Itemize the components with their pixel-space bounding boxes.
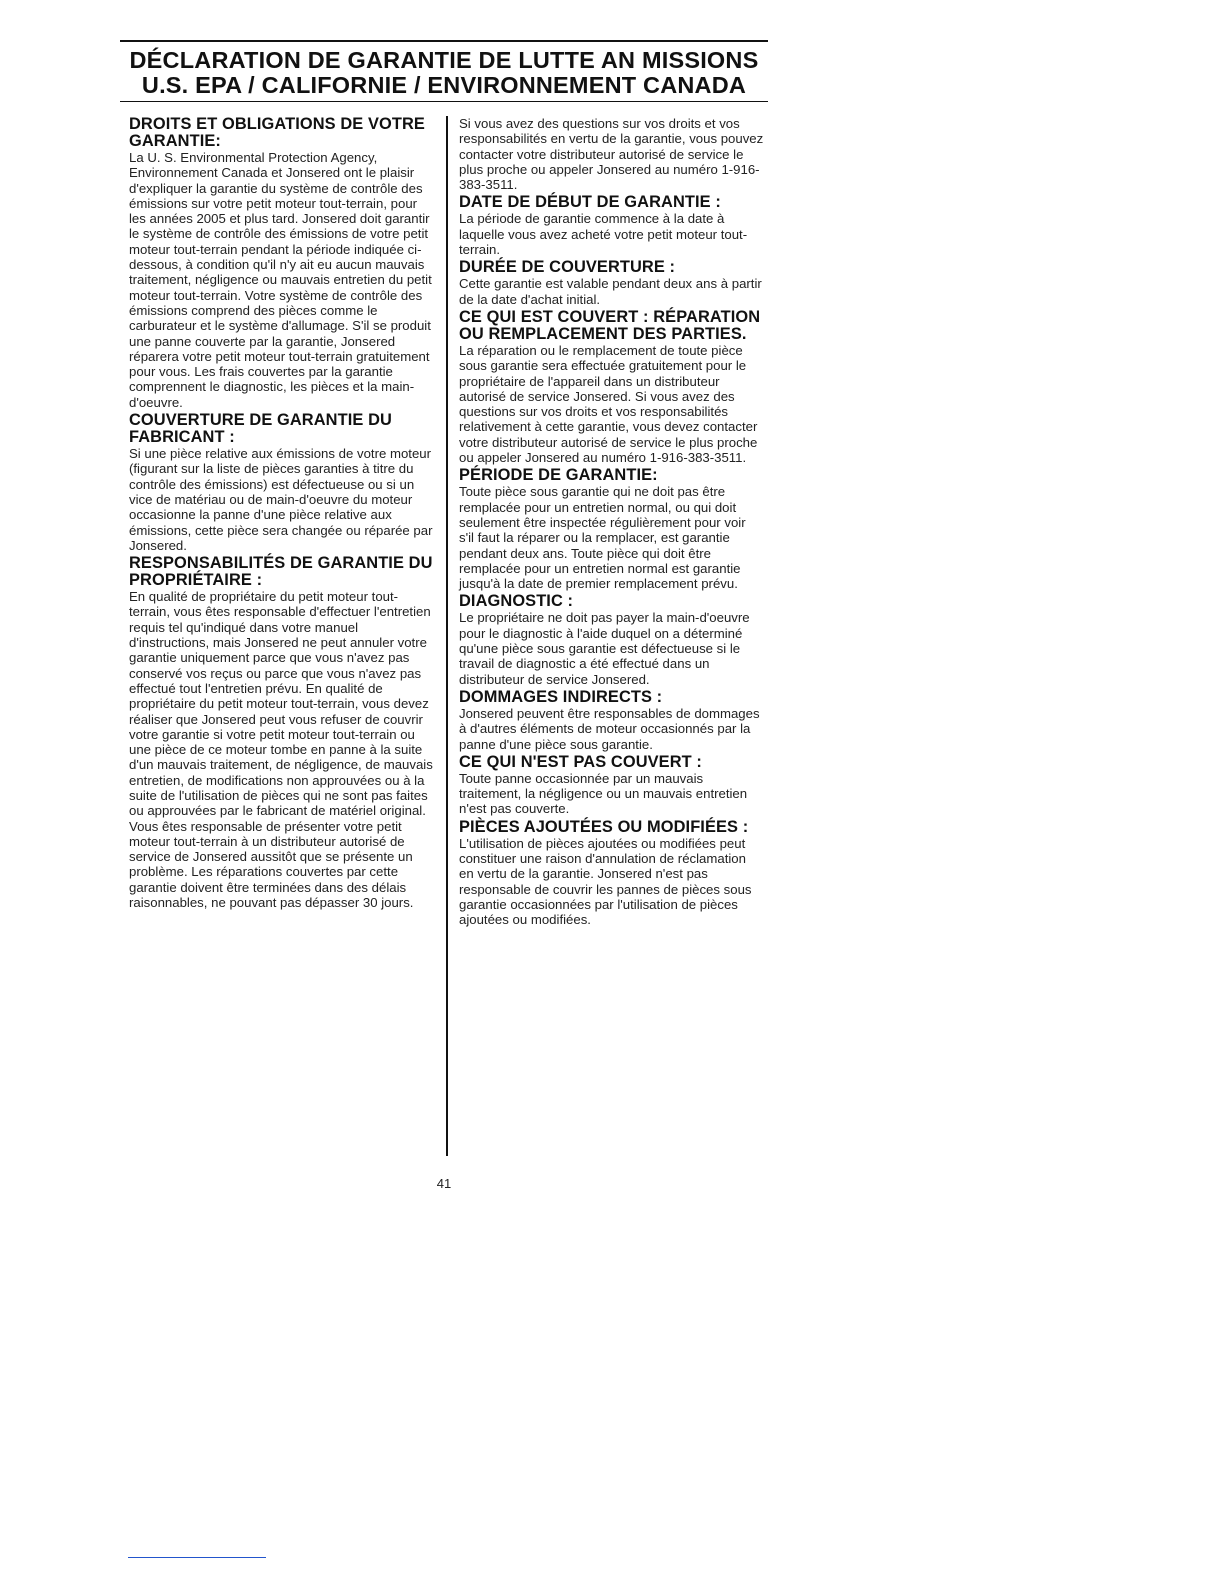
column-divider xyxy=(446,116,448,1156)
section-body: Cette garantie est valable pendant deux ans à partir de la date d'achat initial. xyxy=(459,276,762,307)
section-body: La période de garantie commence à la date à laquelle vous avez acheté votre petit moteur tout-terrain. xyxy=(459,211,748,258)
section-heading: PÉRIODE DE GARANTIE: xyxy=(459,466,658,485)
section-heading: DOMMAGES INDIRECTS : xyxy=(459,687,663,706)
title-line-1: DÉCLARATION DE GARANTIE DE LUTTE AN MISSIONS xyxy=(129,47,759,73)
section-body: Toute panne occasionnée par un mauvais traitement, la négligence ou un mauvais entretien n'est pas couverte. xyxy=(459,770,748,817)
section-body: Toute pièce sous garantie qui ne doit pas être remplacée pour un entretien normal, ou qui doit seulement être inspectée régulièrement pour voir s'il faut la réparer ou la remplacer, est garantie pendant deux ans. Toute pièce qui doit être remplacée pour un entretien normal est garantie jusqu'à la date de premier remplacement prévu. xyxy=(459,484,746,592)
section-body: L'utilisation de pièces ajoutées ou modifiées peut constituer une raison d'annulation de réclamation en vertu de la garantie. Jonsered n'est pas responsable de couvrir les pannes de pièces sous garantie occasionnées par l'utilisation de pièces ajoutées ou modifiées. xyxy=(459,835,752,928)
section-body: Le propriétaire ne doit pas payer la main-d'oeuvre pour le diagnostic à l'aide duquel on a déterminé qu'une pièce sous garantie est défectueuse si le travail de diagnostic a été effectué dans un distributeur de service Jonsered. xyxy=(459,610,750,687)
title-line-2: U.S. EPA / CALIFORNIE / ENVIRONNEMENT CANADA xyxy=(141,72,747,98)
section-heading: CE QUI N'EST PAS COUVERT : xyxy=(459,752,702,771)
section-what-is-covered xyxy=(459,309,764,465)
section-diagnostic xyxy=(459,593,764,686)
section-heading: DURÉE DE COUVERTURE : xyxy=(459,258,676,277)
page-number: 41 xyxy=(436,1176,452,1191)
section-added-modified-parts xyxy=(459,819,764,928)
left-column xyxy=(129,116,434,910)
section-indirect-damages xyxy=(459,689,764,752)
section-heading: CE QUI EST COUVERT : RÉPARATION OU REMPLACEMENT DES PARTIES. xyxy=(459,307,761,343)
section-start-date xyxy=(459,194,764,257)
section-rights-obligations xyxy=(129,116,434,410)
section-body: Si une pièce relative aux émissions de votre moteur (figurant sur la liste de pièces garanties à titre du contrôle des émissions) est défectueuse ou si un vice de matériau ou de main-d'oeuvre du moteur occasionne la panne d'une pièce relative aux émissions, cette pièce sera changée ou réparée par Jonsered. xyxy=(129,446,433,553)
section-body: Si vous avez des questions sur vos droits et vos responsabilités en vertu de la garantie, vous pouvez contacter votre distributeur autorisé de service le plus proche ou appeler Jonsered au numéro 1-916-383-3511. xyxy=(459,116,764,193)
section-heading: DATE DE DÉBUT DE GARANTIE : xyxy=(459,193,721,212)
section-manufacturer-coverage xyxy=(129,412,434,553)
section-coverage-duration xyxy=(459,259,764,307)
footer-rule xyxy=(128,1557,266,1558)
section-heading: PIÈCES AJOUTÉES OU MODIFIÉES : xyxy=(459,817,749,836)
section-heading: COUVERTURE DE GARANTIE DU FABRICANT : xyxy=(129,411,392,447)
section-body: La U. S. Environmental Protection Agency, Environnement Canada et Jonsered ont le plaisir d'expliquer la garantie du système de contrôle des émissions sur votre petit moteur tout-terrain, pour les années 2005 et plus tard. Jonsered doit garantir le système de contrôle des émissions de votre petit moteur tout-terrain pendant la période indiquée ci-dessous, à condition qu'il n'y ait eu aucun mauvais traitement, négligence ou mauvais entretien du petit moteur tout-terrain. Votre système de contrôle des émissions comprend des pièces comme le carburateur et le système d'allumage. S'il se produit une panne couverte par la garantie, Jonsered réparera votre petit moteur tout-terrain gratuitement pour vous. Les frais couvertes par la garantie comprennent le diagnostic, les pièces et la main-d'oeuvre. xyxy=(129,150,432,410)
section-heading: RESPONSABILITÉS DE GARANTIE DU PROPRIÉTAIRE : xyxy=(129,554,433,590)
section-body: Jonsered peuvent être responsables de dommages à d'autres éléments de moteur occasionnés par la panne d'une pièce sous garantie. xyxy=(459,705,760,752)
section-owner-responsibilities xyxy=(129,555,434,910)
section-heading: DROITS ET OBLIGATIONS DE VOTRE GARANTIE: xyxy=(129,115,425,150)
section-contact-intro xyxy=(459,116,764,192)
right-column xyxy=(459,116,764,927)
section-body: La réparation ou le remplacement de toute pièce sous garantie sera effectuée gratuitement pour le propriétaire de l'appareil dans un distributeur autorisé de service Jonsered. Si vous avez des questions sur vos droits et vos responsabilités relativement à cette garantie, vous devez contacter votre distributeur autorisé de service le plus proche ou appeler Jonsered au numéro 1-916-383-3511. xyxy=(459,342,758,466)
section-body: En qualité de propriétaire du petit moteur tout-terrain, vous êtes responsable d'effectuer l'entretien requis tel qu'indiqué dans votre manuel d'instructions, mais Jonsered ne peut annuler votre garantie uniquement parce que vous n'avez pas conservé vos reçus ou parce que vous n'avez pas effectué tout l'entretien prévu. En qualité de propriétaire du petit moteur tout-terrain, vous devez réaliser que Jonsered peut vous refuser de couvrir votre garantie si votre petit moteur tout-terrain ou une pièce de ce moteur tombe en panne à la suite d'un mauvais traitement, de négligence, de mauvais entretien, de modifications non approuvées ou à la suite de l'utilisation de pièces qui ne sont pas faites ou approuvées par le fabricant de matériel original. Vous êtes responsable de présenter votre petit moteur tout-terrain à un distributeur autorisé de service de Jonsered aussitôt que se présente un problème. Les réparations couvertes par cette garantie doivent être terminées dans des délais raisonnables, ne pouvant pas dépasser 30 jours. xyxy=(129,589,433,911)
page-title xyxy=(120,40,768,102)
section-warranty-period xyxy=(459,467,764,591)
section-not-covered xyxy=(459,754,764,817)
section-heading: DIAGNOSTIC : xyxy=(459,592,574,611)
